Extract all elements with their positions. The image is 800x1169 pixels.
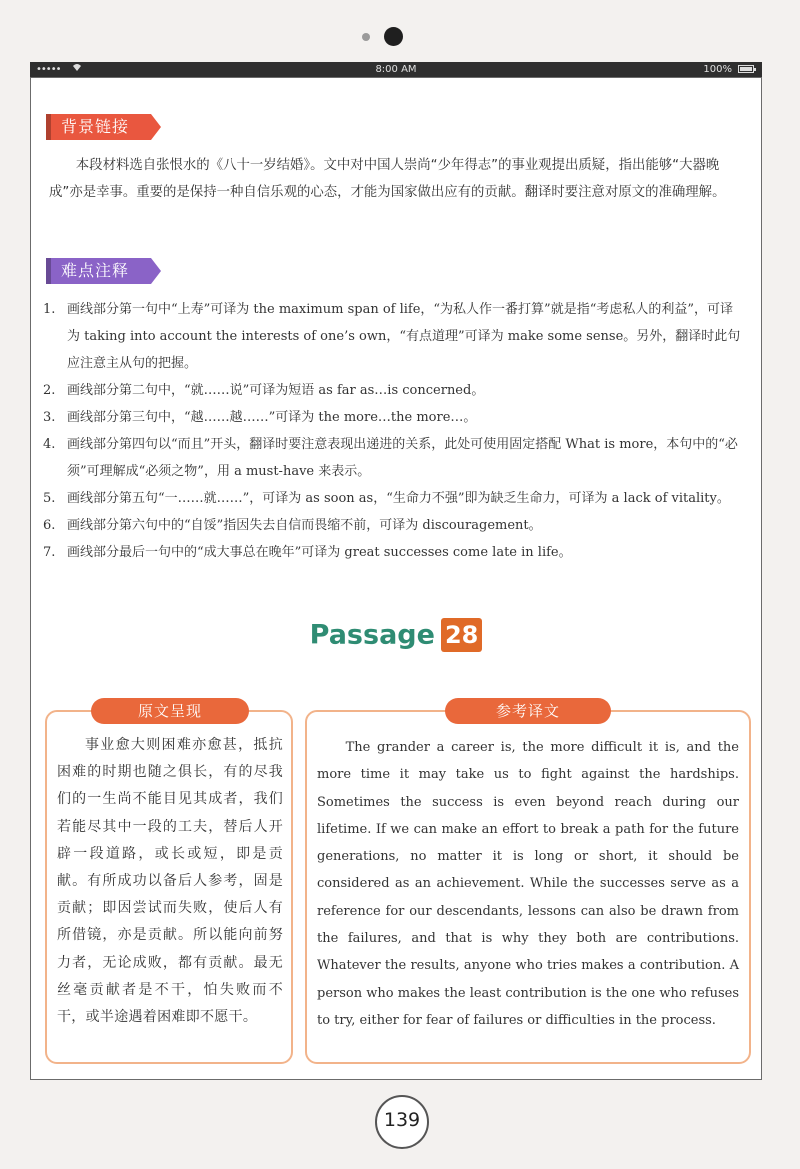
status-time: 8:00 AM xyxy=(375,64,417,75)
translation-box xyxy=(305,702,751,1064)
status-bar xyxy=(30,62,762,77)
page-number xyxy=(375,1095,429,1149)
background-section-tag: 背景链接 xyxy=(51,114,151,140)
page-number-text: 139 xyxy=(383,1109,421,1131)
note-item: 7. 画线部分最后一句中的“成大事总在晚年”可译为 great successes come late in life。 xyxy=(43,545,572,560)
battery-percentage: 100% xyxy=(703,64,732,75)
note-item: 6. 画线部分第六句中的“自馁”指因失去自信而畏缩不前，可译为 discouragement。 xyxy=(43,518,542,533)
camera-sensor-dot xyxy=(362,33,370,41)
translation-text: The grander a career is, the more difficult it is, and the more time it may take us to fight against the hardships. Sometimes the success is even beyond reach during our lifetime. If we can make an effort to break a path for the future generations, no matter it is long or short, it should be considered as an achievement. While the successes serve as a reference for our descendants, lessons can also be drawn from the failures, and that is why they both are contributions. Whatever the results, anyone who tries makes a contribution. A person who makes the least contribution is the one who refuses to try, either for fear of failures or difficulties in the process. xyxy=(317,740,739,1028)
original-text-header: 原文呈现 xyxy=(91,698,249,724)
signal-icon: ••••• xyxy=(36,64,61,75)
note-item: 2. 画线部分第二句中，“就……说”可译为短语 as far as…is concerned。 xyxy=(43,383,485,398)
translation-header: 参考译文 xyxy=(445,698,611,724)
passage-number-badge: 28 xyxy=(441,618,482,652)
notes-section-tag: 难点注释 xyxy=(51,258,151,284)
book-page xyxy=(30,77,762,1080)
device-camera xyxy=(362,26,402,46)
original-text-box xyxy=(45,702,293,1064)
passage-title xyxy=(31,618,761,652)
note-item: 4. 画线部分第四句以“而且”开头，翻译时要注意表现出递进的关系，此处可使用固定搭配 What is more，本句中的“必须”可理解成“必须之物”，用 a must-have 来表示。 xyxy=(43,437,738,479)
note-item: 1. 画线部分第一句中“上寿”可译为 the maximum span of life，“为私人作一番打算”就是指“考虑私人的利益”，可译为 taking into account the interests of one’s own，“有点道理”可译为 make some sense。另外，翻译时此句应注意主从句的把握。 xyxy=(43,302,741,371)
battery-icon xyxy=(738,65,754,73)
note-item: 5. 画线部分第五句“一……就……”，可译为 as soon as，“生命力不强”即为缺乏生命力，可译为 a lack of vitality。 xyxy=(43,491,730,506)
camera-lens-dot xyxy=(384,27,403,46)
passage-word: Passage xyxy=(309,619,435,651)
background-paragraph: 本段材料选自张恨水的《八十一岁结婚》。文中对中国人崇尚“少年得志”的事业观提出质疑，指出能够“大器晚成”亦是幸事。重要的是保持一种自信乐观的心态，才能为国家做出应有的贡献。翻译时要注意对原文的准确理解。 xyxy=(49,158,726,200)
notes-list xyxy=(43,296,745,566)
note-item: 3. 画线部分第三句中，“越……越……”可译为 the more…the more…。 xyxy=(43,410,477,425)
original-text: 事业愈大则困难亦愈甚，抵抗困难的时期也随之俱长，有的尽我们的一生尚不能目见其成者，我们若能尽其中一段的工夫，替后人开辟一段道路，或长或短，即是贡献。有所成功以备后人参考，固是贡献；即因尝试而失败，使后人有所借镜，亦是贡献。所以能向前努力者，无论成败，都有贡献。最无丝毫贡献者是不干，怕失败而不干，或半途遇着困难即不愿干。 xyxy=(57,737,283,1026)
